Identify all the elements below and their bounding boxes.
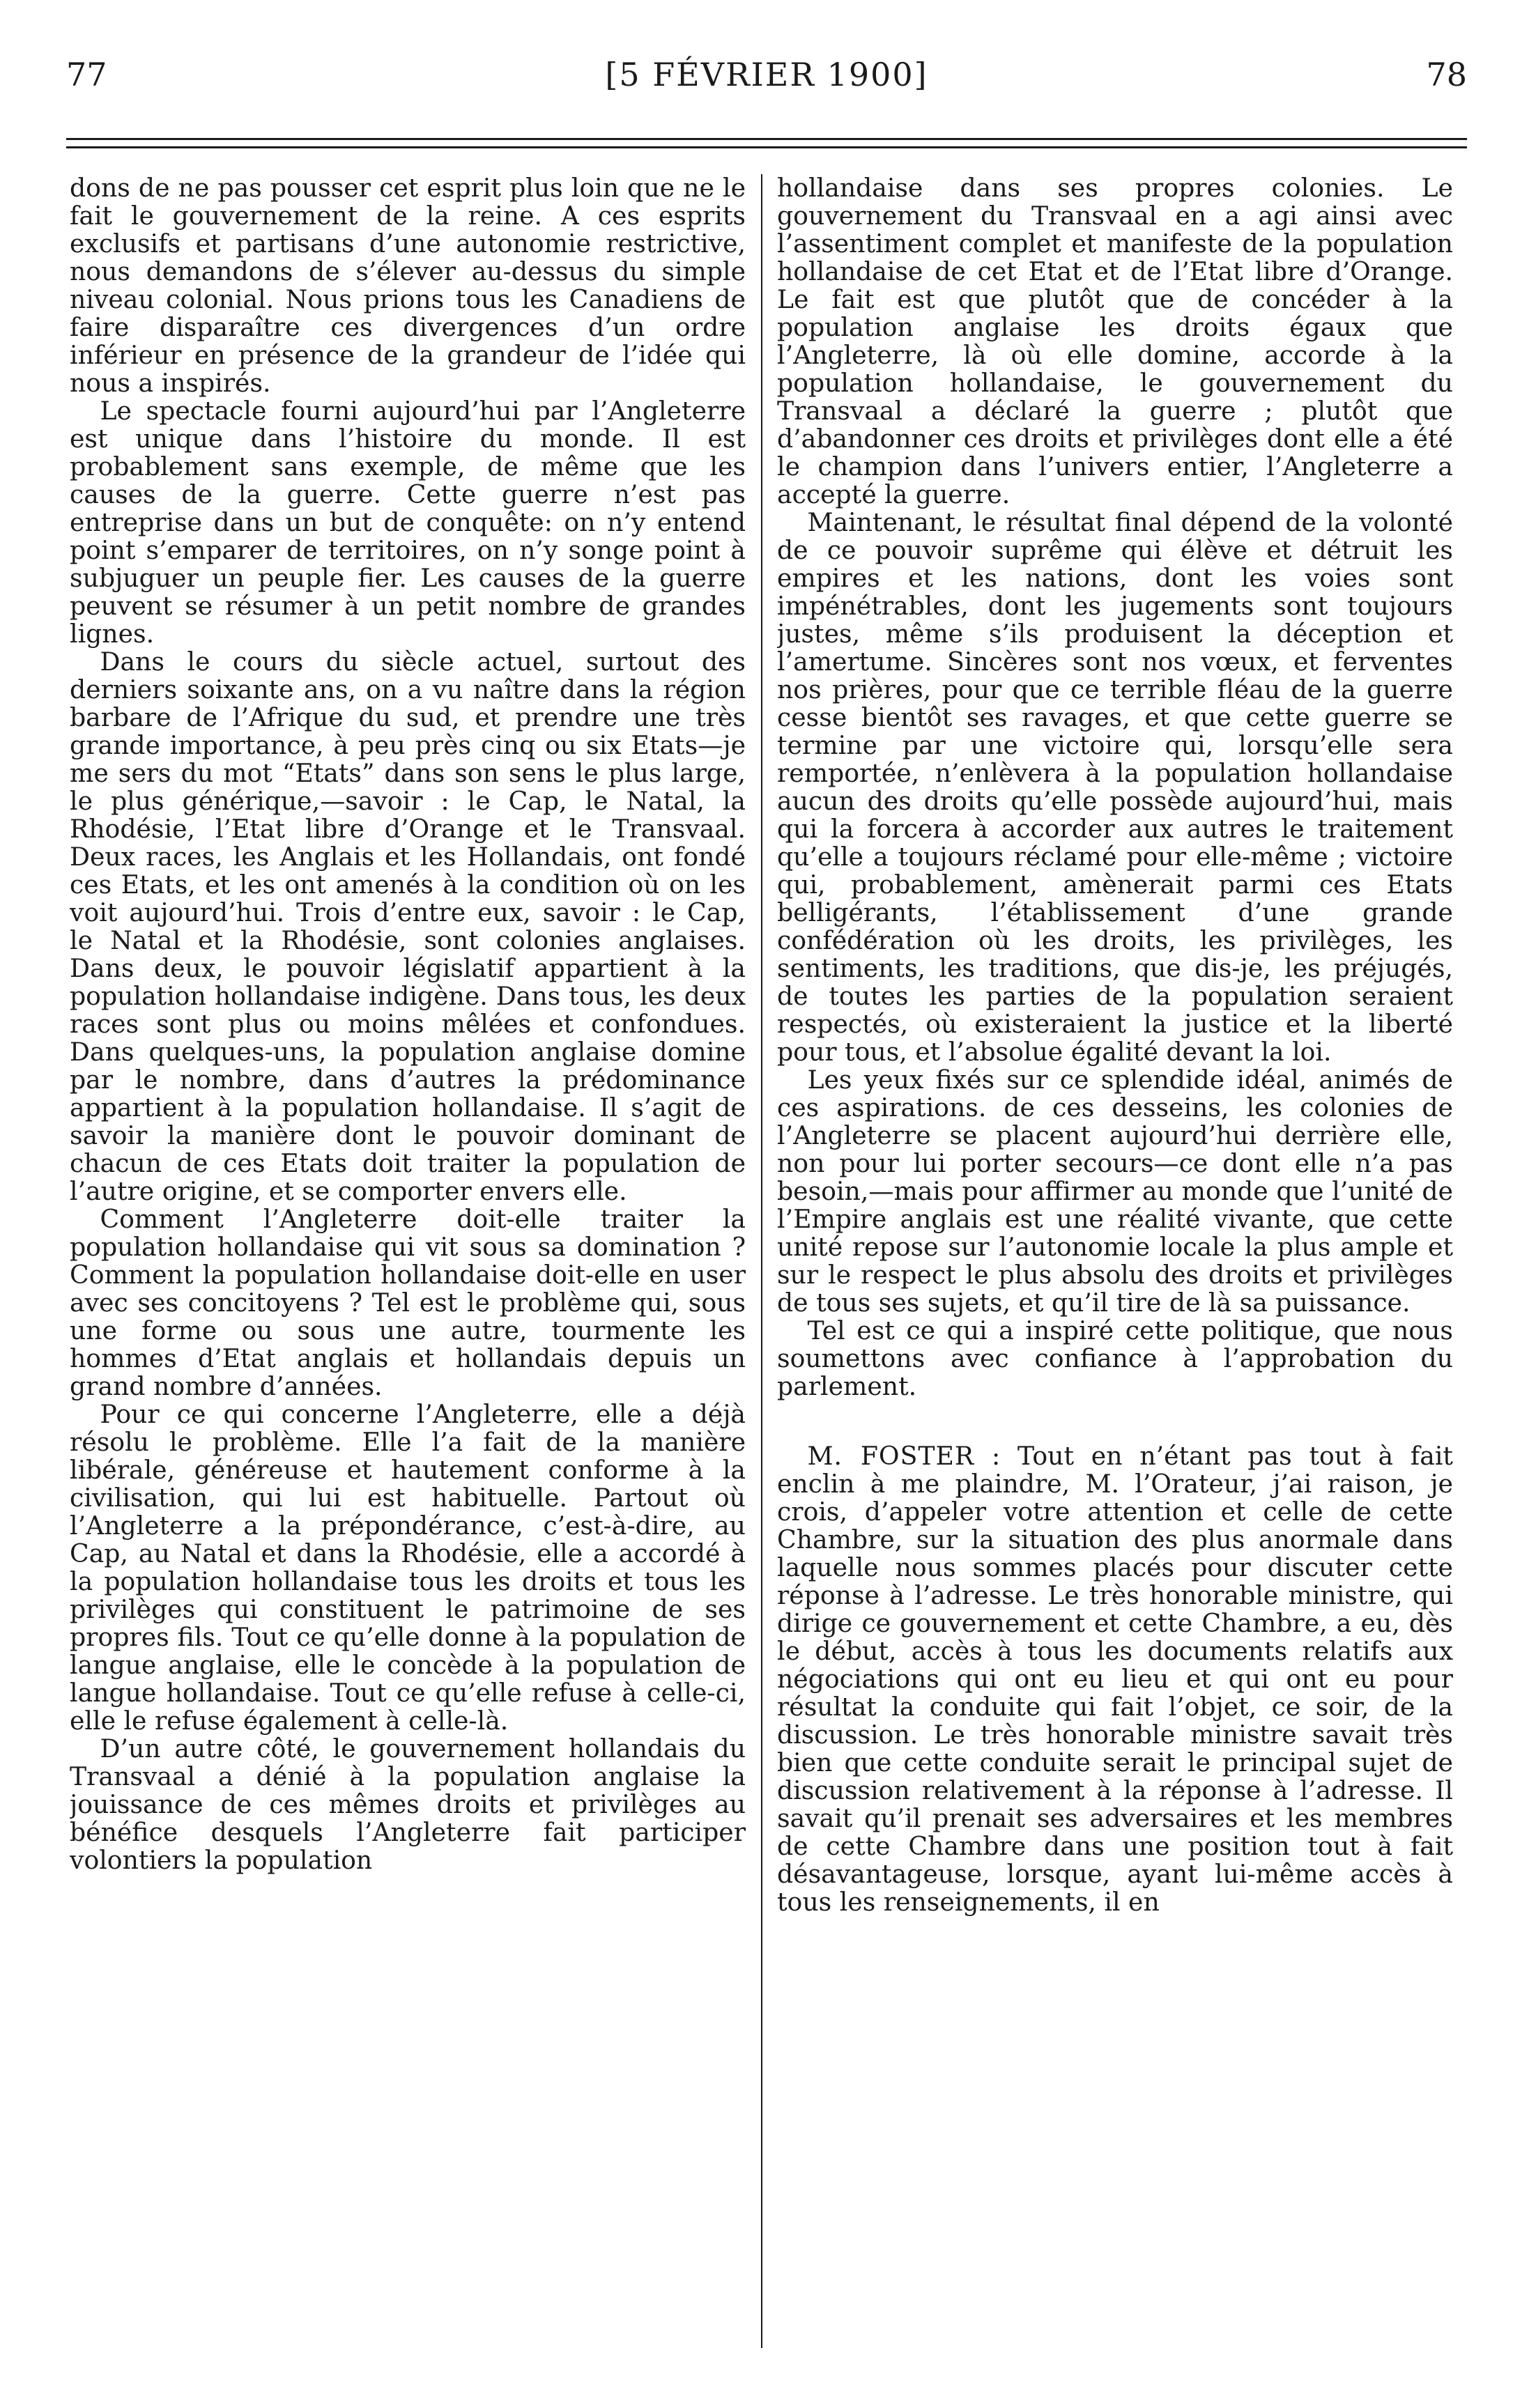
speaker-text: : Tout en n’étant pas tout à fait enclin à me plaindre, M. l’Orateur, j’ai raison, je crois, d’appeler votre attention et celle de cette Chambre, sur la situation des plus anormale dans laquelle nous sommes placés pour discuter cette réponse à l’adresse. Le très honorable ministre, qui dirige ce gouvernement et cette Chambre, a eu, dès le début, accès à tous les documents relatifs aux négociations qui ont eu lieu et qui ont eu pour résultat la conduite qui fait l’objet, ce soir, de la discussion. Le très honorable ministre savait très bien que cette conduite serait le principal sujet de discussion relativement à la réponse à l’adresse. Il savait qu’il prenait ses adversaires et les membres de cette Chambre dans une position tout à fait désavantageuse, lorsque, ayant lui-même accès à tous les renseignements, il en (777, 1441, 1453, 1917)
paragraph: D’un autre côté, le gouvernement hollandais du Transvaal a dénié à la population anglaise la jouissance de ces mêmes droits et privilèges au bénéfice desquels l’Angleterre fait participer volontiers la population (70, 1734, 746, 1875)
paragraph: Les yeux fixés sur ce splendide idéal, animés de ces aspirations. de ces desseins, les colonies de l’Angleterre se placent aujourd’hui derrière elle, non pour lui porter secours—ce dont elle n’a pas besoin,—mais pour affirmer au monde que l’unité de l’Empire anglais est une réalité vivante, que cette unité repose sur l’autonomie locale la plus ample et sur le respect le plus absolu des droits et privilèges de tous ses sujets, et qu’il tire de là sa puissance. (777, 1065, 1453, 1318)
speaker-paragraph (777, 1442, 1453, 1916)
paragraph: Pour ce qui concerne l’Angleterre, elle a déjà résolu le problème. Elle l’a fait de la manière libérale, généreuse et hautement conforme à la civilisation, qui lui est habituelle. Partout où l’Angleterre a la prépondérance, c’est-à-dire, au Cap, au Natal et dans la Rhodésie, elle a accordé à la population hollandaise tous les droits et tous les privilèges qui constituent le patrimoine de ses propres fils. Tout ce qu’elle donne à la population de langue anglaise, elle le concède à la population de langue hollandaise. Tout ce qu’elle refuse à celle-ci, elle le refuse également à celle-là. (70, 1399, 746, 1736)
column-divider (761, 174, 762, 2348)
page-number-left: 77 (66, 56, 107, 93)
speaker-name: M. FOSTER (807, 1441, 975, 1471)
paragraph: Dans le cours du siècle actuel, surtout des derniers soixante ans, on a vu naître dans la région barbare de l’Afrique du sud, et prendre une très grande importance, à peu près cinq ou six Etats—je me sers du mot “Etats” dans son sens le plus large, le plus générique,—savoir : le Cap, le Natal, la Rhodésie, l’Etat libre d’Orange et le Transvaal. Deux races, les Anglais et les Hollandais, ont fondé ces Etats, et les ont amenés à la condition où on les voit aujourd’hui. Trois d’entre eux, savoir : le Cap, le Natal et la Rhodésie, sont colonies anglaises. Dans deux, le pouvoir législatif appartient à la population hollandaise indigène. Dans tous, les deux races sont plus ou moins mêlées et confondues. Dans quelques-uns, la population anglaise domine par le nombre, dans d’autres la prédominance appartient à la population hollandaise. Il s’agit de savoir la manière dont le pouvoir dominant de chacun de ces Etats doit traiter la population de l’autre origine, et se comporter envers elle. (70, 647, 746, 1206)
paragraph: Maintenant, le résultat final dépend de la volonté de ce pouvoir suprême qui élève et détruit les empires et les nations, dont les voies sont impénétrables, dont les jugements sont toujours justes, même s’ils produisent la déception et l’amertume. Sincères sont nos vœux, et ferventes nos prières, pour que ce terrible fléau de la guerre cesse bientôt ses ravages, et que cette guerre se termine par une victoire qui, lorsqu’elle sera remportée, n’enlèvera à la population hollandaise aucun des droits qu’elle possède aujourd’hui, mais qui la forcera à accorder aux autres le traitement qu’elle a toujours réclamé pour elle-même ; victoire qui, probablement, amènerait parmi ces Etats belligérants, l’établissement d’une grande confédération où les droits, les privilèges, les sentiments, les traditions, que dis-je, les préjugés, de toutes les parties de la population seraient respectés, où existeraient la justice et la liberté pour tous, et l’absolue égalité devant la loi. (777, 507, 1453, 1067)
paragraph: Le spectacle fourni aujourd’hui par l’Angleterre est unique dans l’histoire du monde. Il est probablement sans exemple, de même que les causes de la guerre. Cette guerre n’est pas entreprise dans un but de conquête: on n’y entend point s’emparer de territoires, on n’y songe point à subjuguer un peuple fier. Les causes de la guerre peuvent se résumer à un petit nombre de grandes lignes. (70, 396, 746, 649)
paragraph: Comment l’Angleterre doit-elle traiter la population hollandaise qui vit sous sa domination ? Comment la population hollandaise doit-elle en user avec ses concitoyens ? Tel est le problème qui, sous une forme ou sous une autre, tourmente les hommes d’Etat anglais et hollandais depuis un grand nombre d’années. (70, 1204, 746, 1401)
right-column (777, 174, 1453, 2355)
page-number-right: 78 (1426, 56, 1467, 93)
header-date: [5 FÉVRIER 1900] (605, 56, 928, 93)
paragraph: dons de ne pas pousser cet esprit plus loin que ne le fait le gouvernement de la reine. A ces esprits exclusifs et partisans d’une autonomie restrictive, nous demandons de s’élever au-dessus du simple niveau colonial. Nous prions tous les Canadiens de faire disparaître ces divergences d’un ordre inférieur en présence de la grandeur de l’idée qui nous a inspirés. (70, 174, 746, 398)
header-rule-top (66, 138, 1467, 140)
paragraph: Tel est ce qui a inspiré cette politique, que nous soumettons avec confiance à l’approbation du parlement. (777, 1315, 1453, 1401)
left-column (70, 174, 746, 2355)
header-rule-bottom (66, 146, 1467, 148)
page-header (66, 42, 1467, 111)
paragraph: hollandaise dans ses propres colonies. Le gouvernement du Transvaal en a agi ainsi avec l’assentiment complet et manifeste de la population hollandaise de cet Etat et de l’Etat libre d’Orange. Le fait est que plutôt que de concéder à la population anglaise les droits égaux que l’Angleterre, là où elle domine, accorde à la population hollandaise, le gouvernement du Transvaal a déclaré la guerre ; plutôt que d’abandonner ces droits et privilèges dont elle a été le champion dans l’univers entier, l’Angleterre a accepté la guerre. (777, 174, 1453, 509)
